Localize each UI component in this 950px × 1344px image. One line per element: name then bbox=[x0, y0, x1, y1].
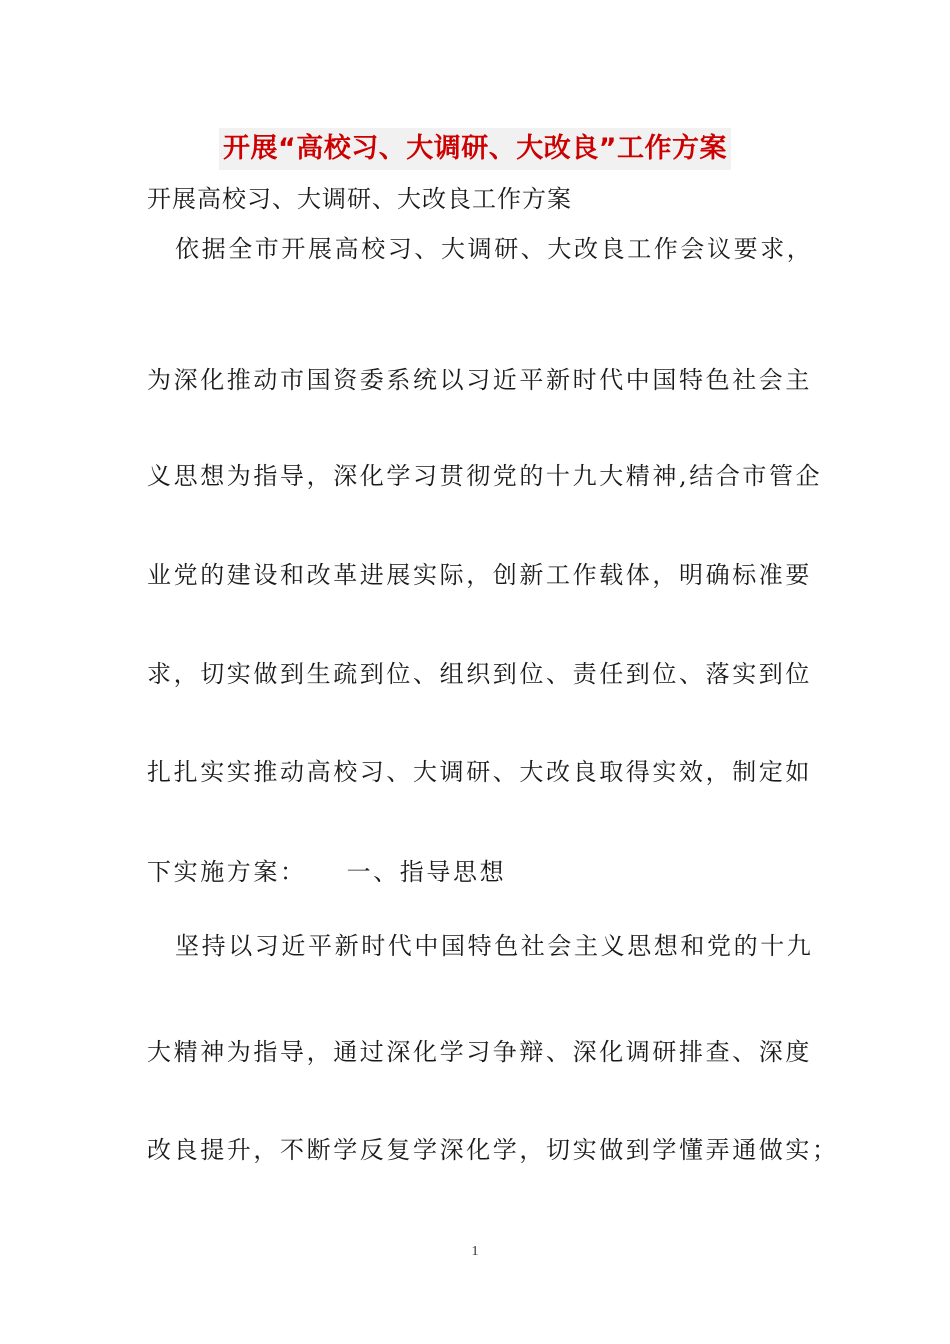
paragraph-line: 求，切实做到生疏到位、组织到位、责任到位、落实到位 bbox=[147, 660, 812, 688]
paragraph-line-with-heading bbox=[147, 855, 807, 889]
paragraph-line: 义思想为指导，深化学习贯彻党的十九大精神,结合市管企 bbox=[147, 462, 823, 490]
paragraph-line: 为深化推动市国资委系统以习近平新时代中国特色社会主 bbox=[147, 366, 812, 394]
document-title: 开展“高校习、大调研、大改良”工作方案 bbox=[219, 128, 731, 170]
paragraph-line: 扎扎实实推动高校习、大调研、大改良取得实效，制定如 bbox=[147, 758, 812, 786]
paragraph-line: 下实施方案： bbox=[147, 858, 307, 886]
paragraph-line: 依据全市开展高校习、大调研、大改良工作会议要求， bbox=[175, 235, 814, 263]
page-number: 1 bbox=[471, 1244, 479, 1259]
paragraph-line: 改良提升，不断学反复学深化学，切实做到学懂弄通做实； bbox=[147, 1136, 839, 1164]
document-subtitle: 开展高校习、大调研、大改良工作方案 bbox=[147, 185, 572, 213]
paragraph-line: 坚持以习近平新时代中国特色社会主义思想和党的十九 bbox=[175, 932, 814, 960]
title-wrap bbox=[0, 128, 950, 170]
paragraph-line: 业党的建设和改革进展实际，创新工作载体，明确标准要 bbox=[147, 561, 812, 589]
paragraph-line: 大精神为指导，通过深化学习争辩、深化调研排查、深度 bbox=[147, 1038, 812, 1066]
section-heading: 一、指导思想 bbox=[346, 858, 507, 886]
